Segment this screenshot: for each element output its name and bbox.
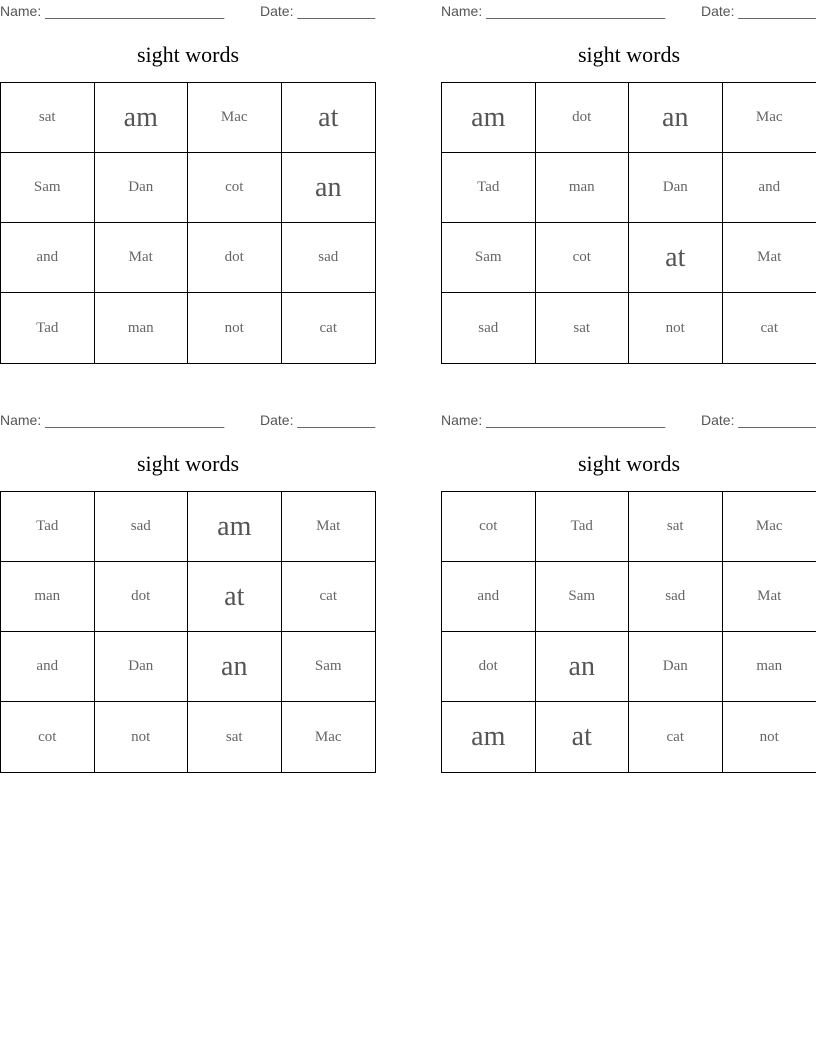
sight-words-card-3 bbox=[0, 409, 376, 745]
word-cell: Dan bbox=[95, 632, 189, 702]
word-cell: not bbox=[759, 728, 779, 745]
word-cell: and bbox=[1, 632, 95, 702]
card-title: sight words bbox=[136, 451, 240, 476]
word-cell: cat bbox=[319, 319, 337, 336]
word-cell: an bbox=[282, 153, 376, 223]
word-cell: dot bbox=[95, 562, 189, 632]
word-cell: Tad bbox=[442, 153, 536, 223]
word-cell: Mat bbox=[282, 492, 376, 562]
word-grid bbox=[0, 82, 376, 364]
word-cell: sat bbox=[1, 83, 95, 153]
word-cell: Tad bbox=[1, 293, 95, 363]
word-cell: at bbox=[536, 702, 630, 772]
card-header bbox=[0, 409, 376, 429]
word-cell: Dan bbox=[95, 153, 189, 223]
word-cell: sat bbox=[629, 492, 723, 562]
word-cell: Sam bbox=[1, 153, 95, 223]
word-cell: cot bbox=[1, 702, 95, 772]
word-cell: sad bbox=[442, 293, 536, 363]
word-cell: Mac bbox=[188, 83, 282, 153]
word-cell: am bbox=[442, 702, 536, 772]
word-cell: Sam bbox=[282, 632, 376, 702]
word-cell: cot bbox=[536, 223, 630, 293]
card-header bbox=[441, 409, 816, 429]
word-cell: dot bbox=[536, 83, 630, 153]
word-cell: an bbox=[629, 83, 723, 153]
word-cell: Mac bbox=[723, 83, 816, 153]
word-cell: an bbox=[536, 632, 630, 702]
word-cell: Dan bbox=[629, 153, 723, 223]
sight-words-card-4 bbox=[441, 409, 816, 752]
date-field-label: Date: __________ bbox=[260, 3, 376, 19]
card-title: sight words bbox=[577, 42, 681, 67]
word-cell: Mat bbox=[95, 223, 189, 293]
word-cell: man bbox=[95, 293, 189, 363]
word-cell: sat bbox=[536, 293, 630, 363]
name-field-label: Name: _______________________ bbox=[0, 3, 225, 19]
word-cell: dot bbox=[188, 223, 282, 293]
word-cell: Tad bbox=[536, 492, 630, 562]
word-cell: at bbox=[188, 562, 282, 632]
word-cell: am bbox=[95, 83, 189, 153]
card-header bbox=[0, 0, 376, 20]
word-cell: sat bbox=[188, 702, 282, 772]
card-title: sight words bbox=[577, 451, 681, 476]
word-cell: dot bbox=[442, 632, 536, 702]
word-grid bbox=[0, 491, 376, 773]
word-cell: sad bbox=[95, 492, 189, 562]
word-cell: cat bbox=[282, 562, 376, 632]
word-cell: at bbox=[629, 223, 723, 293]
word-cell: Dan bbox=[629, 632, 723, 702]
word-cell: man bbox=[1, 562, 95, 632]
word-cell: Mat bbox=[723, 223, 816, 293]
sight-words-card-1 bbox=[0, 0, 376, 336]
word-cell: at bbox=[282, 83, 376, 153]
sight-words-card-2 bbox=[441, 0, 816, 336]
word-cell: cot bbox=[442, 492, 536, 562]
name-field-label: Name: _______________________ bbox=[0, 412, 225, 428]
word-cell: not bbox=[95, 702, 189, 772]
word-cell: an bbox=[188, 632, 282, 702]
word-cell: sad bbox=[282, 223, 376, 293]
date-field-label: Date: __________ bbox=[701, 3, 816, 19]
name-field-label: Name: _______________________ bbox=[441, 3, 666, 19]
card-title: sight words bbox=[136, 42, 240, 67]
word-cell: Sam bbox=[536, 562, 630, 632]
word-cell: not bbox=[629, 293, 723, 363]
date-field-label: Date: __________ bbox=[701, 412, 816, 428]
word-cell: sad bbox=[629, 562, 723, 632]
word-cell: Mac bbox=[314, 728, 342, 745]
word-cell: cat bbox=[629, 702, 723, 772]
word-cell: Mat bbox=[723, 562, 816, 632]
word-cell: Mac bbox=[723, 492, 816, 562]
card-header bbox=[441, 0, 816, 20]
word-cell: and bbox=[723, 153, 816, 223]
word-cell: man bbox=[536, 153, 630, 223]
word-cell: am bbox=[188, 492, 282, 562]
word-grid bbox=[441, 491, 816, 773]
word-cell: man bbox=[723, 632, 816, 702]
word-cell: Tad bbox=[1, 492, 95, 562]
word-cell: and bbox=[442, 562, 536, 632]
word-cell: and bbox=[1, 223, 95, 293]
word-cell: cat bbox=[760, 319, 778, 336]
word-cell: Sam bbox=[442, 223, 536, 293]
word-grid bbox=[441, 82, 816, 364]
word-cell: not bbox=[188, 293, 282, 363]
word-cell: am bbox=[442, 83, 536, 153]
word-cell: cot bbox=[188, 153, 282, 223]
date-field-label: Date: __________ bbox=[260, 412, 376, 428]
name-field-label: Name: _______________________ bbox=[441, 412, 666, 428]
